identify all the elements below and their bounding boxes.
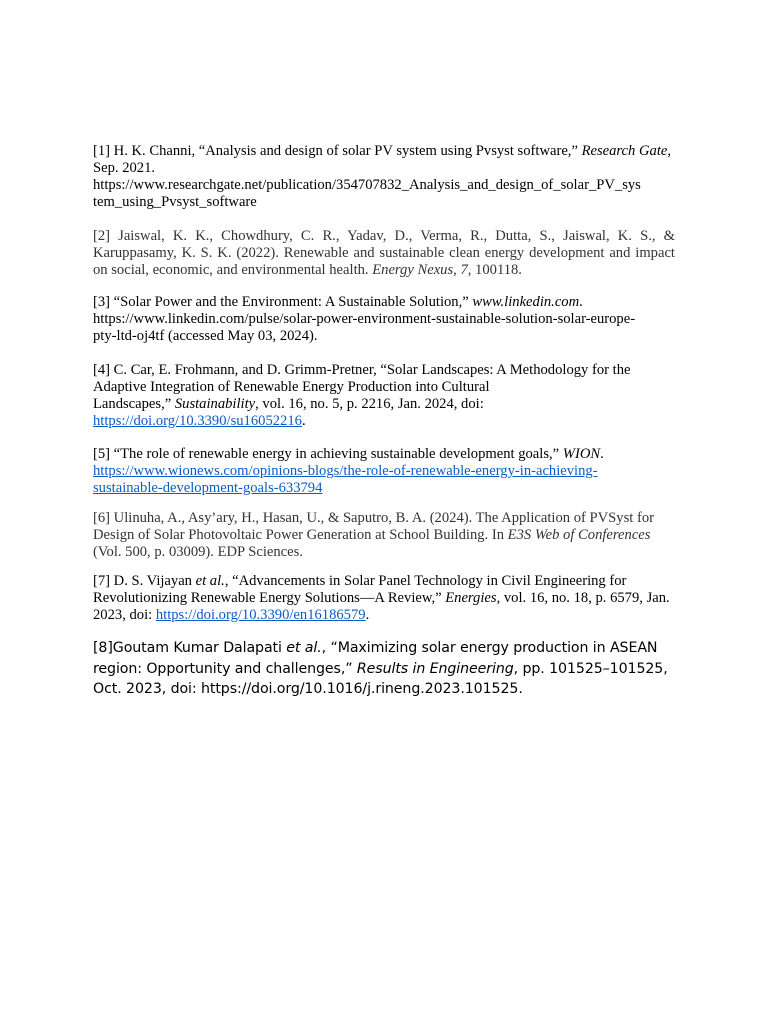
ref5-source: WION xyxy=(562,446,601,462)
ref5-lead: [5] “The role of renewable energy in achieving sustainable development goals,” xyxy=(93,446,563,462)
ref7-title: , “Advancements in Solar Panel Technology in Civil Engineering for Revolutionizing Renewable Energy Solutions—A Review,” xyxy=(93,573,627,606)
ref2-journal: Energy Nexus xyxy=(372,262,454,278)
reference-6 xyxy=(93,510,675,561)
reference-3 xyxy=(93,294,675,345)
reference-5 xyxy=(93,446,675,497)
ref4-period: . xyxy=(301,413,306,429)
reference-1 xyxy=(93,143,675,211)
ref5-url-line1: https://www.wionews.com/opinions-blogs/the-role-of-renewable-energy-in-achieving- xyxy=(93,463,598,479)
ref4-doi-link[interactable]: https://doi.org/10.3390/su16052216 xyxy=(93,413,302,429)
ref2-sep: , xyxy=(453,262,461,278)
ref1-source: Research Gate xyxy=(581,143,668,159)
ref8-title: , “Maximizing solar energy production in ASEAN region: Opportunity and challenges,” xyxy=(93,640,658,677)
reference-7 xyxy=(93,573,675,624)
ref1-url-line2: tem_using_Pvsyst_software xyxy=(93,194,257,210)
ref3-period: . xyxy=(579,294,583,310)
ref6-conference: E3S Web of Conferences xyxy=(507,527,651,543)
ref7-journal: Energies xyxy=(445,590,497,606)
ref1-url-line1: https://www.researchgate.net/publication/354707832_Analysis_and_design_of_solar_PV_sys xyxy=(93,177,641,193)
ref3-url-line2: pty-ltd-oj4tf (accessed May 03, 2024). xyxy=(93,328,318,344)
ref7-details: , vol. 16, no. 18, p. 6579, Jan. 2023, doi: xyxy=(93,590,670,623)
ref4-line2: Adaptive Integration of Renewable Energy Production into Cultural xyxy=(93,379,490,395)
ref2-volume: 7 xyxy=(460,262,468,278)
ref2-lead: [2] Jaiswal, K. K., Chowdhury, C. R., Yadav, D., Verma, R., Dutta, S., Jaiswal, K. S., & Karuppasamy, K. S. K. (2022). Renewable and sustainable clean energy development and impact on social, economic, and environmental health. xyxy=(93,228,675,278)
ref1-date: , Sep. 2021. xyxy=(93,143,672,176)
ref4-line4 xyxy=(93,413,675,430)
ref4-line3-tail: , vol. 16, no. 5, p. 2216, Jan. 2024, doi: xyxy=(255,396,484,412)
ref8-etal: et al. xyxy=(286,640,322,656)
ref4-line3 xyxy=(93,396,675,413)
ref4-line3-lead: Landscapes,” xyxy=(93,396,175,412)
ref7-period: . xyxy=(365,607,370,623)
ref4-line1: [4] C. Car, E. Frohmann, and D. Grimm-Pretner, “Solar Landscapes: A Methodology for the xyxy=(93,362,631,378)
ref3-url-line1: https://www.linkedin.com/pulse/solar-power-environment-sustainable-solution-solar-europe- xyxy=(93,311,636,327)
reference-4 xyxy=(93,362,675,430)
ref5-url-link[interactable] xyxy=(93,463,675,497)
ref8-details: , pp. 101525–101525, Oct. 2023, doi: https://doi.org/10.1016/j.rineng.2023.101525. xyxy=(93,660,668,697)
ref8-lead: [8]Goutam Kumar Dalapati xyxy=(93,640,287,656)
ref1-lead: [1] H. K. Channi, “Analysis and design of solar PV system using Pvsyst software,” xyxy=(93,143,582,159)
ref7-doi-link[interactable]: https://doi.org/10.3390/en16186579 xyxy=(155,607,366,623)
ref6-lead: [6] Ulinuha, A., Asy’ary, H., Hasan, U., & Saputro, B. A. (2024). The Application of PVSyst for Design of Solar Photovoltaic Power Generation at School Building. In xyxy=(93,510,654,543)
ref2-pages: , 100118. xyxy=(467,262,522,278)
ref8-journal: Results in Engineering xyxy=(356,660,514,677)
reference-8 xyxy=(93,638,675,700)
ref3-site: www.linkedin.com xyxy=(472,294,580,310)
ref3-lead: [3] “Solar Power and the Environment: A Sustainable Solution,” xyxy=(93,294,473,310)
ref7-lead: [7] D. S. Vijayan xyxy=(93,573,196,589)
ref5-period: . xyxy=(600,446,604,462)
reference-2 xyxy=(93,228,675,279)
ref5-url-line2: sustainable-development-goals-633794 xyxy=(93,480,323,496)
ref7-etal: et al. xyxy=(195,573,225,589)
ref4-journal: Sustainability xyxy=(174,396,256,412)
ref6-tail: (Vol. 500, p. 03009). EDP Sciences. xyxy=(93,544,303,560)
